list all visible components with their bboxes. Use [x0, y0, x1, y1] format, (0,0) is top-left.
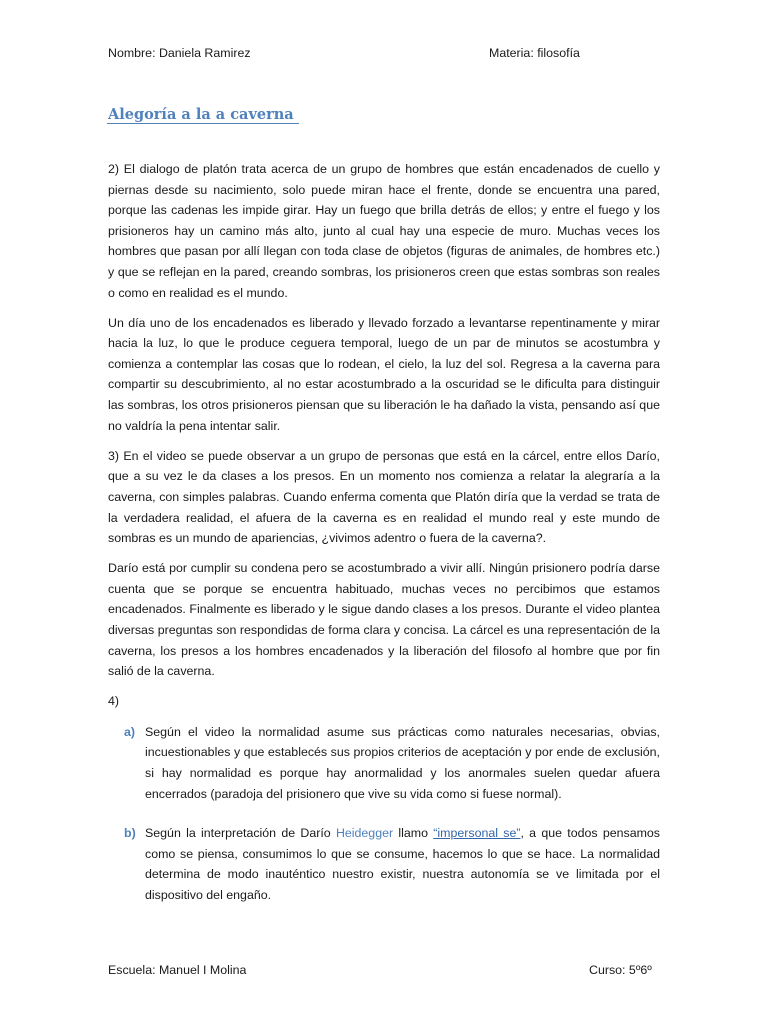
list-item-a-text: Según el video la normalidad asume sus prácticas como naturales necesarias, obvias, incuestionables y que establecés sus propios criterios de aceptación y por ende de exclusión, si hay normalidad es porque hay anormalidad y los anormales suelen quedar afuera encerrados (paradoja del prisionero que vive su vida como si fuese normal). [145, 724, 660, 801]
school-name: Escuela: Manuel I Molina [108, 963, 247, 977]
list-item-b-text-end: , a que todos pensamos como se piensa, consumimos lo que se consume, hacemos lo que se hace. La normalidad determina de modo inauténtico nuestro existir, nuestra autonomía se ve limitada por el dispositivo del engaño. [145, 826, 660, 902]
student-name: Nombre: Daniela Ramirez [108, 46, 251, 60]
paragraph-2: 2) El dialogo de platón trata acerca de un grupo de hombres que están encadenados de cuello y piernas desde su nacimiento, solo puede miran hace el frente, donde se encuentra una pared, porque las cadenas les impide girar. Hay un fuego que brilla detrás de ellos; y entre el fuego y los prisioneros hay un camino más alto, junto al cual hay una especie de muro. Muchas veces los hombres que pasan por allí llegan con toda clase de objetos (figuras de animales, de hombres etc.) y que se reflejan en la pared, creando sombras, los prisioneros creen que estas sombras son reales o como en realidad es el mundo. [108, 162, 660, 300]
paragraph-3-continued: Darío está por cumplir su condena pero se acostumbrado a vivir allí. Ningún prisionero podría darse cuenta que se porque se encuentra habituado, muchas veces no percibimos que estamos encadenados. Finalmente es liberado y le sigue dando clases a los presos. Durante el video plantea diversas preguntas son respondidas de forma clara y concisa. La cárcel es una representación de la caverna, los presos a los hombres encadenados y la liberación del filosofo al hombre que por fin salió de la caverna. [108, 561, 660, 679]
list-item-b-text-middle: llamo [393, 826, 434, 841]
document-title: Alegoría a la a caverna [107, 106, 299, 124]
paragraph-2-continued: Un día uno de los encadenados es liberado y llevado forzado a levantarse repentinamente y mirar hacia la luz, lo que le produce ceguera temporal, luego de un par de minutos se acostumbra y comienza a contemplar las cosas que lo rodean, el cielo, la luz del sol. Regresa a la caverna para compartir su descubrimiento, al no estar acostumbrado a la oscuridad se le dificulta para distinguir las sombras, los otros prisioneros piensan que su liberación le ha dañado la vista, pensando así que no valdría la pena intentar salir. [108, 315, 660, 433]
list-item-b [108, 823, 660, 905]
list-marker-a: a) [124, 724, 136, 739]
course: Curso: 5º6º [589, 963, 652, 977]
impersonal-se-link[interactable]: “impersonal se” [433, 826, 521, 841]
subject: Materia: filosofía [489, 46, 580, 60]
paragraph-3: 3) En el video se puede observar a un grupo de personas que está en la cárcel, entre ellos Darío, que a su vez le da clases a los presos. En un momento nos comienza a relatar la alegraría a la caverna, con simples palabras. Cuando enferma comenta que Platón diría que la verdad se trata de la verdadera realidad, el afuera de la caverna es en realidad el mundo real y este mundo de sombras es un mundo de apariencias, ¿vivimos adentro o fuera de la caverna?. [108, 448, 660, 546]
list-item-a [108, 722, 660, 804]
section-4-label: 4) [108, 694, 120, 709]
list-item-b-text-start: Según la interpretación de Darío [145, 826, 336, 841]
heidegger-name: Heidegger [335, 826, 394, 841]
document-body [108, 159, 660, 906]
list-marker-b: b) [124, 826, 136, 841]
